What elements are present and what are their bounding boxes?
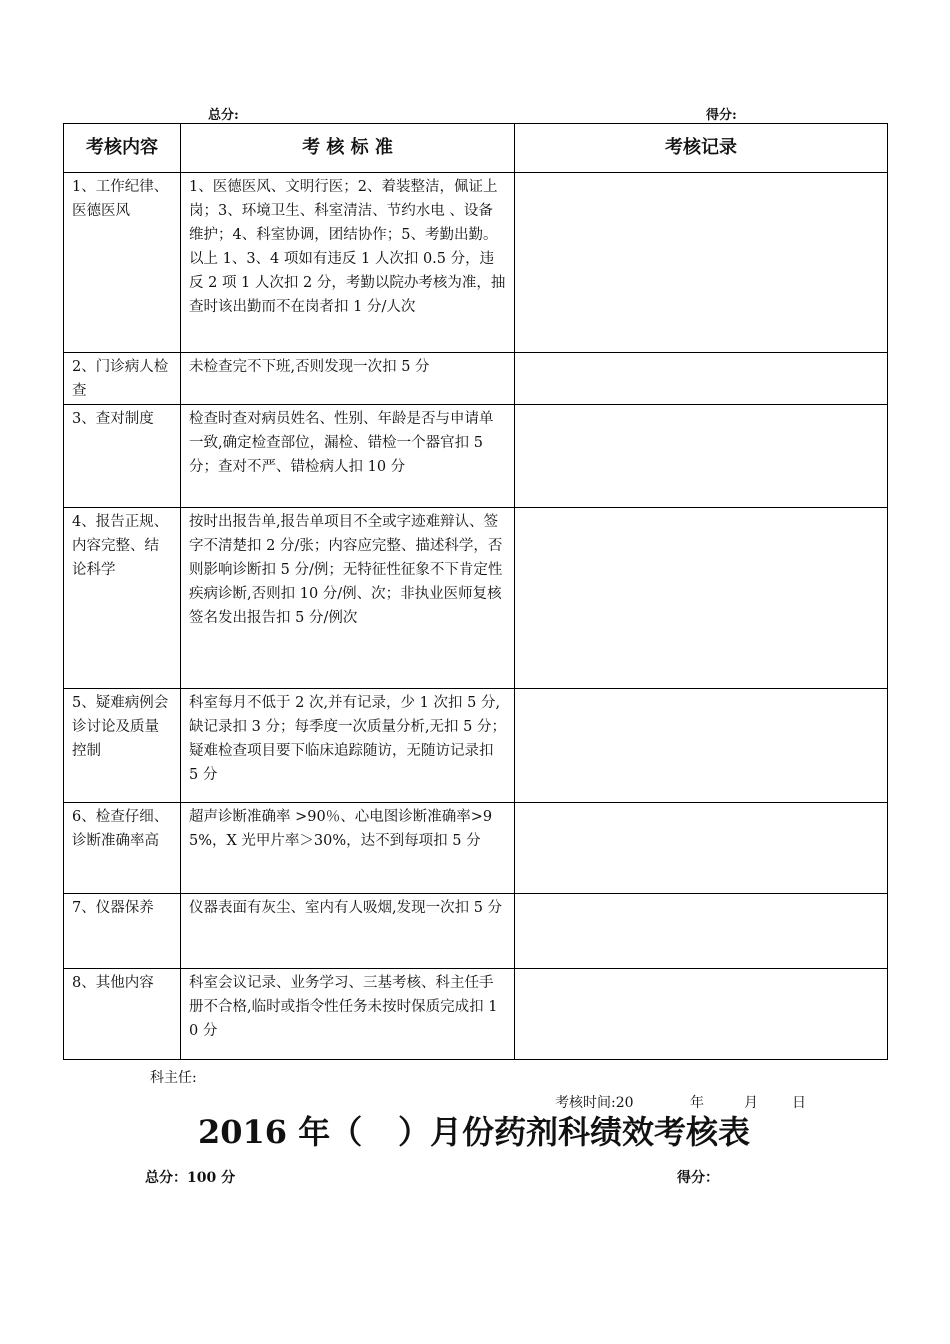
day-label: 日: [792, 1095, 806, 1111]
assessment-table: [63, 123, 888, 1060]
row-record[interactable]: [515, 173, 888, 353]
row-content: 8、其他内容: [64, 969, 181, 1060]
row-standard: 检查时查对病员姓名、性别、年龄是否与申请单一致,确定检查部位，漏检、错检一个器官扣 5 分；查对不严、错检病人扣 10 分: [181, 405, 515, 508]
table-row: [64, 508, 888, 689]
table-row: [64, 405, 888, 508]
table-row: [64, 173, 888, 353]
row-content: 2、门诊病人检查: [64, 353, 181, 405]
row-record[interactable]: [515, 508, 888, 689]
row-standard: 科室会议记录、业务学习、三基考核、科主任手册不合格,临时或指令性任务未按时保质完成扣 10 分: [181, 969, 515, 1060]
month-label: 月: [744, 1095, 758, 1111]
row-content: 3、查对制度: [64, 405, 181, 508]
row-content: 5、疑难病例会诊讨论及质量控制: [64, 689, 181, 803]
table-row: [64, 353, 888, 405]
row-standard: 按时出报告单,报告单项目不全或字迹难辩认、签字不清楚扣 2 分/张；内容应完整、描述科学，否则影响诊断扣 5 分/例；无特征性征象不下肯定性疾病诊断,否则扣 10 分/例、次；非执业医师复核签名发出报告扣 5 分/例次: [181, 508, 515, 689]
table-row: [64, 689, 888, 803]
row-record[interactable]: [515, 803, 888, 894]
next-form-total-label: 总分：100 分: [145, 1170, 236, 1186]
row-record[interactable]: [515, 353, 888, 405]
assessment-time-label: 考核时间:20: [555, 1095, 634, 1111]
header-standard: 考 核 标 准: [181, 124, 515, 173]
row-content: 7、仪器保养: [64, 894, 181, 969]
row-record[interactable]: [515, 405, 888, 508]
next-form-title-left: 2016 年（: [198, 1113, 363, 1151]
row-content: 1、工作纪律、医德医风: [64, 173, 181, 353]
next-form-title-right: ）月份药剂科绩效考核表: [398, 1113, 751, 1151]
header-content: 考核内容: [64, 124, 181, 173]
row-content: 6、检查仔细、诊断准确率高: [64, 803, 181, 894]
year-label: 年: [690, 1095, 704, 1111]
row-standard: 仪器表面有灰尘、室内有人吸烟,发现一次扣 5 分: [181, 894, 515, 969]
row-record[interactable]: [515, 689, 888, 803]
row-content: 4、报告正规、内容完整、结论科学: [64, 508, 181, 689]
next-form-score-label: 得分：: [677, 1170, 719, 1186]
director-label: 科主任:: [150, 1070, 197, 1086]
total-score-label: 总分:: [208, 108, 239, 123]
header-record: 考核记录: [515, 124, 888, 173]
table-row: [64, 894, 888, 969]
table-row: [64, 969, 888, 1060]
row-standard: 超声诊断准确率 >90％、心电图诊断准确率>95%，X 光甲片率＞30%，达不到每项扣 5 分: [181, 803, 515, 894]
obtained-score-label: 得分:: [706, 108, 737, 123]
row-record[interactable]: [515, 969, 888, 1060]
table-row: [64, 803, 888, 894]
row-record[interactable]: [515, 894, 888, 969]
table-header-row: [64, 124, 888, 173]
row-standard: 1、医德医风、文明行医；2、着装整洁，佩证上岗；3、环境卫生、科室清洁、节约水电 、设备维护；4、科室协调，团结协作；5、考勤出勤。 以上 1、3、4 项如有违反 1 人次扣 0.5 分，违反 2 项 1 人次扣 2 分，考勤以院办考核为准，抽查时该出勤而不在岗者扣 1 分/人次: [181, 173, 515, 353]
row-standard: 未检查完不下班,否则发现一次扣 5 分: [181, 353, 515, 405]
row-standard: 科室每月不低于 2 次,并有记录，少 1 次扣 5 分,缺记录扣 3 分；每季度一次质量分析,无扣 5 分；疑难检查项目要下临床追踪随访，无随访记录扣 5 分: [181, 689, 515, 803]
